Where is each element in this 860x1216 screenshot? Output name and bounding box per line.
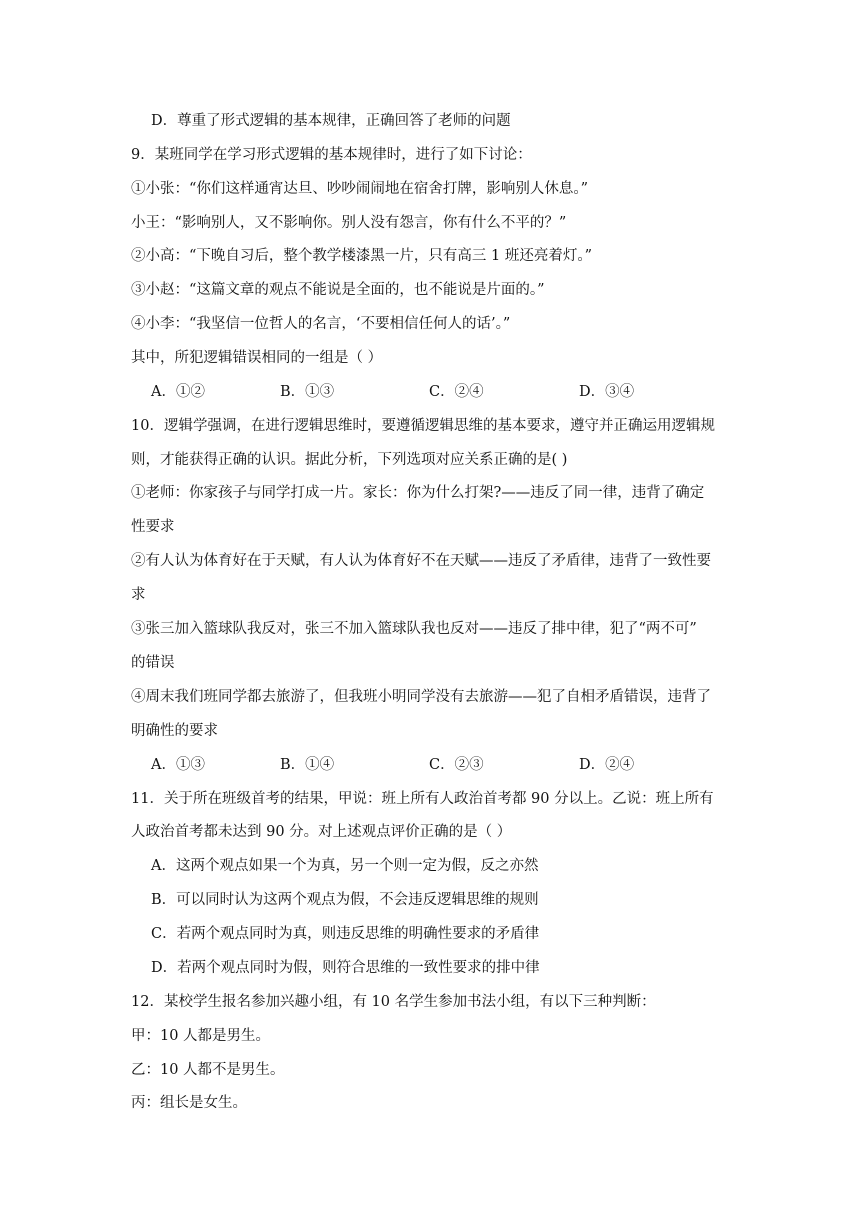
q12-line-jia: 甲：10 人都是男生。 (131, 1028, 271, 1044)
q9-option-b: B．①③ (280, 384, 335, 400)
q10-option-b: B．①④ (280, 757, 335, 773)
q9-line-2: 小王：“影响别人，又不影响你。别人没有怨言，你有什么不平的？” (131, 215, 567, 231)
q12-stem: 12．某校学生报名参加兴趣小组，有 10 名学生参加书法小组，有以下三种判断： (131, 994, 656, 1010)
q9-line-6: 其中，所犯逻辑错误相同的一组是（ ） (131, 350, 383, 366)
q9-option-d: D．③④ (579, 384, 635, 400)
q9-line-1: ①小张：“你们这样通宵达旦、吵吵闹闹地在宿舍打牌，影响别人休息。” (131, 181, 589, 197)
q10-line-8: 的错误 (131, 655, 175, 671)
q11-line-2: 人政治首考都未达到 90 分。对上述观点评价正确的是（ ） (131, 824, 512, 840)
q9-stem: 9．某班同学在学习形式逻辑的基本规律时，进行了如下讨论： (131, 147, 532, 163)
q9-line-3: ②小高：“下晚自习后，整个教学楼漆黑一片，只有高三 1 班还亮着灯。” (131, 248, 593, 264)
q10-line-9: ④周末我们班同学都去旅游了，但我班小明同学没有去旅游——犯了自相矛盾错误，违背了 (131, 689, 711, 705)
q10-option-a: A．①③ (151, 757, 205, 773)
q11-line-1: 11．关于所在班级首考的结果，甲说：班上所有人政治首考都 90 分以上。乙说：班上所有 (131, 791, 714, 807)
q10-line-2: 则，才能获得正确的认识。据此分析，下列选项对应关系正确的是( ) (131, 452, 568, 468)
q10-line-4: 性要求 (131, 519, 175, 535)
q10-line-5: ②有人认为体育好在于天赋，有人认为体育好不在天赋——违反了矛盾律，违背了一致性要 (131, 553, 711, 569)
q10-line-6: 求 (131, 587, 146, 603)
q11-option-b: B．可以同时认为这两个观点为假，不会违反逻辑思维的规则 (151, 892, 539, 908)
q10-option-d: D．②④ (579, 757, 635, 773)
q12-line-bing: 丙：组长是女生。 (131, 1095, 247, 1111)
q9-option-c: C．②④ (429, 384, 484, 400)
q11-option-c: C．若两个观点同时为真，则违反思维的明确性要求的矛盾律 (151, 926, 540, 942)
q11-option-d: D．若两个观点同时为假，则符合思维的一致性要求的排中律 (151, 960, 540, 976)
q10-option-c: C．②③ (429, 757, 484, 773)
q8-option-d: D．尊重了形式逻辑的基本规律，正确回答了老师的问题 (151, 113, 511, 129)
q9-line-4: ③小赵：“这篇文章的观点不能说是全面的，也不能说是片面的。” (131, 282, 545, 298)
q12-line-yi: 乙：10 人都不是男生。 (131, 1062, 285, 1078)
q10-line-3: ①老师：你家孩子与同学打成一片。家长：你为什么打架?——违反了同一律，违背了确定 (131, 485, 705, 501)
q10-line-7: ③张三加入篮球队我反对，张三不加入篮球队我也反对——违反了排中律，犯了“两不可” (131, 621, 697, 637)
q10-line-10: 明确性的要求 (131, 723, 218, 739)
q10-line-1: 10．逻辑学强调，在进行逻辑思维时，要遵循逻辑思维的基本要求，遵守并正确运用逻辑规 (131, 418, 715, 434)
q9-option-a: A．①② (151, 384, 205, 400)
q11-option-a: A．这两个观点如果一个为真，另一个则一定为假，反之亦然 (151, 858, 539, 874)
q9-line-5: ④小李：“我坚信一位哲人的名言，‘不要相信任何人的话’。” (131, 316, 511, 332)
